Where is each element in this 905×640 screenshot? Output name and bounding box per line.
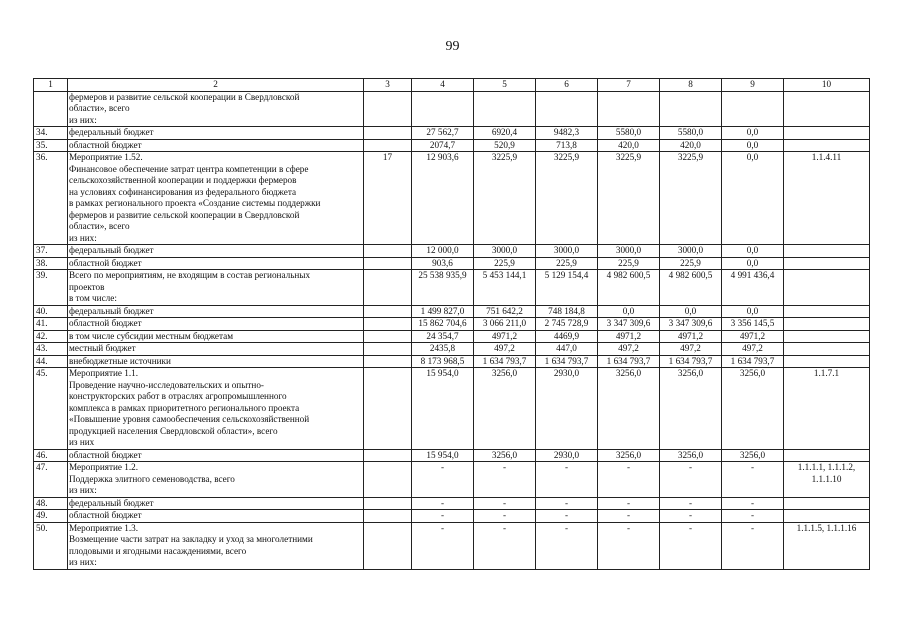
amount-cell: - xyxy=(660,462,722,498)
amount-cell: 225,9 xyxy=(598,257,660,270)
indicator-code-line: 1.1.1.10 xyxy=(811,473,842,484)
row-name xyxy=(68,139,364,152)
row-name xyxy=(68,510,364,523)
row-number: 46. xyxy=(34,449,68,462)
table-row xyxy=(34,139,870,152)
row-name-line: из них: xyxy=(69,232,97,243)
row-name-line: фермеров и развитие сельской кооперации в Свердловской xyxy=(69,91,300,102)
amount-cell: 1 634 793,7 xyxy=(722,355,784,368)
row-number: 37. xyxy=(34,245,68,258)
amount-cell: 497,2 xyxy=(660,343,722,356)
target-ref xyxy=(364,139,412,152)
amount-cell: 4971,2 xyxy=(474,330,536,343)
amount-cell: 3000,0 xyxy=(660,245,722,258)
target-ref xyxy=(364,355,412,368)
amount-cell: - xyxy=(474,522,536,569)
amount-cell: 1 499 827,0 xyxy=(412,305,474,318)
amount-cell: - xyxy=(412,497,474,510)
row-number: 36. xyxy=(34,152,68,245)
row-name-line: Финансовое обеспечение затрат центра компетенции в сфере xyxy=(69,163,309,174)
amount-cell: 2435,8 xyxy=(412,343,474,356)
target-ref xyxy=(364,462,412,498)
amount-cell: 4 991 436,4 xyxy=(722,270,784,306)
row-number: 43. xyxy=(34,343,68,356)
amount-cell: 748 184,8 xyxy=(536,305,598,318)
indicator-code xyxy=(784,270,870,306)
amount-cell: 15 954,0 xyxy=(412,368,474,450)
amount-cell: 2 745 728,9 xyxy=(536,318,598,331)
amount-cell: 0,0 xyxy=(598,305,660,318)
row-name-line: Всего по мероприятиям, не входящим в состав региональных xyxy=(69,270,311,280)
row-name-line: областной бюджет xyxy=(69,318,142,328)
table-header-row xyxy=(34,79,870,92)
amount-cell: 1 634 793,7 xyxy=(536,355,598,368)
amount-cell: - xyxy=(412,462,474,498)
target-ref xyxy=(364,305,412,318)
amount-cell: - xyxy=(536,462,598,498)
row-name xyxy=(68,368,364,450)
amount-cell: - xyxy=(536,522,598,569)
amount-cell: - xyxy=(660,497,722,510)
row-number: 40. xyxy=(34,305,68,318)
table-row xyxy=(34,522,870,569)
amount-cell xyxy=(536,91,598,127)
row-name xyxy=(68,449,364,462)
indicator-code xyxy=(784,152,870,245)
row-name xyxy=(68,152,364,245)
row-name-line: конструкторских работ в отраслях агропромышленного xyxy=(69,391,287,401)
row-number: 34. xyxy=(34,127,68,140)
amount-cell: - xyxy=(412,510,474,523)
amount-cell: - xyxy=(598,522,660,569)
row-name-line: в том числе: xyxy=(69,293,117,303)
row-name-line: федеральный бюджет xyxy=(69,305,154,316)
budget-table xyxy=(33,78,870,570)
amount-cell: 447,0 xyxy=(536,343,598,356)
row-name-line: из них xyxy=(69,437,95,447)
indicator-code xyxy=(784,127,870,140)
amount-cell: - xyxy=(474,497,536,510)
indicator-code xyxy=(784,305,870,318)
row-name-line: комплекса в рамках приоритетного регионального проекта xyxy=(69,402,300,413)
row-name-line: Мероприятие 1.52. xyxy=(69,152,143,162)
column-header: 3 xyxy=(364,79,412,92)
amount-cell: - xyxy=(598,510,660,523)
amount-cell: 225,9 xyxy=(660,257,722,270)
amount-cell: 4971,2 xyxy=(660,330,722,343)
amount-cell: 0,0 xyxy=(722,257,784,270)
target-ref xyxy=(364,497,412,510)
amount-cell: - xyxy=(722,462,784,498)
amount-cell: 497,2 xyxy=(598,343,660,356)
indicator-code-line: 1.1.7.1 xyxy=(813,368,840,378)
amount-cell xyxy=(474,91,536,127)
amount-cell: 4971,2 xyxy=(722,330,784,343)
row-name xyxy=(68,497,364,510)
row-name-line: из них: xyxy=(69,485,97,495)
row-name-line: «Повышение уровня самообеспечения сельскохозяйственной xyxy=(69,414,310,424)
row-number: 42. xyxy=(34,330,68,343)
amount-cell: 3225,9 xyxy=(474,152,536,245)
amount-cell: 3 066 211,0 xyxy=(474,318,536,331)
amount-cell: 2930,0 xyxy=(536,449,598,462)
amount-cell: - xyxy=(660,522,722,569)
amount-cell: 3 356 145,5 xyxy=(722,318,784,331)
amount-cell: - xyxy=(598,462,660,498)
column-header: 4 xyxy=(412,79,474,92)
row-name-line: федеральный бюджет xyxy=(69,497,154,508)
amount-cell: 15 862 704,6 xyxy=(412,318,474,331)
row-name xyxy=(68,270,364,306)
amount-cell: 5 129 154,4 xyxy=(536,270,598,306)
row-name-line: из них: xyxy=(69,557,97,567)
table-row xyxy=(34,462,870,498)
target-ref xyxy=(364,91,412,127)
amount-cell: 903,6 xyxy=(412,257,474,270)
amount-cell xyxy=(412,91,474,127)
row-name xyxy=(68,318,364,331)
indicator-code xyxy=(784,368,870,450)
amount-cell: 2930,0 xyxy=(536,368,598,450)
amount-cell: 0,0 xyxy=(722,245,784,258)
amount-cell: 4 982 600,5 xyxy=(660,270,722,306)
row-number: 41. xyxy=(34,318,68,331)
row-name-line: Поддержка элитного семеноводства, всего xyxy=(69,473,235,484)
table-row xyxy=(34,355,870,368)
target-ref xyxy=(364,330,412,343)
amount-cell: - xyxy=(722,497,784,510)
row-name xyxy=(68,343,364,356)
amount-cell: 3256,0 xyxy=(598,368,660,450)
column-header: 5 xyxy=(474,79,536,92)
column-header: 8 xyxy=(660,79,722,92)
amount-cell: 5580,0 xyxy=(660,127,722,140)
table-row xyxy=(34,497,870,510)
indicator-code xyxy=(784,343,870,356)
amount-cell: 15 954,0 xyxy=(412,449,474,462)
row-number: 50. xyxy=(34,522,68,569)
target-ref: 17 xyxy=(364,152,412,245)
column-header: 6 xyxy=(536,79,598,92)
amount-cell: 420,0 xyxy=(660,139,722,152)
amount-cell: 420,0 xyxy=(598,139,660,152)
amount-cell: 3000,0 xyxy=(536,245,598,258)
amount-cell: 5 453 144,1 xyxy=(474,270,536,306)
row-name xyxy=(68,245,364,258)
indicator-code-line: 1.1.1.5, 1.1.1.16 xyxy=(796,522,857,533)
row-name xyxy=(68,462,364,498)
row-name xyxy=(68,330,364,343)
row-name-line: федеральный бюджет xyxy=(69,245,154,255)
target-ref xyxy=(364,257,412,270)
row-number: 49. xyxy=(34,510,68,523)
row-name-line: Мероприятие 1.2. xyxy=(69,462,139,472)
table-row xyxy=(34,270,870,306)
target-ref xyxy=(364,270,412,306)
row-name-line: области», всего xyxy=(69,221,130,231)
row-number: 35. xyxy=(34,139,68,152)
table-row xyxy=(34,257,870,270)
table-row xyxy=(34,343,870,356)
amount-cell: - xyxy=(598,497,660,510)
row-name-line: в рамках регионального проекта «Создание системы поддержки xyxy=(69,198,321,208)
table-row xyxy=(34,318,870,331)
row-name-line: сельскохозяйственной кооперации и поддержки фермеров xyxy=(69,175,297,185)
target-ref xyxy=(364,522,412,569)
amount-cell: 12 000,0 xyxy=(412,245,474,258)
row-name-line: внебюджетные источники xyxy=(69,355,171,366)
amount-cell: 3 347 309,6 xyxy=(598,318,660,331)
amount-cell: 225,9 xyxy=(474,257,536,270)
amount-cell: 4 982 600,5 xyxy=(598,270,660,306)
target-ref xyxy=(364,245,412,258)
amount-cell: 3225,9 xyxy=(660,152,722,245)
amount-cell: 1 634 793,7 xyxy=(660,355,722,368)
amount-cell: 1 634 793,7 xyxy=(598,355,660,368)
amount-cell: 3256,0 xyxy=(474,449,536,462)
amount-cell: 5580,0 xyxy=(598,127,660,140)
table-row xyxy=(34,91,870,127)
amount-cell: - xyxy=(412,522,474,569)
indicator-code-line: 1.1.1.1, 1.1.1.2, xyxy=(797,462,856,472)
amount-cell: 0,0 xyxy=(722,127,784,140)
row-name-line: плодовыми и ягодными насаждениями, всего xyxy=(69,545,247,556)
amount-cell: - xyxy=(474,462,536,498)
row-number: 39. xyxy=(34,270,68,306)
amount-cell: 0,0 xyxy=(722,139,784,152)
row-name-line: Мероприятие 1.3. xyxy=(69,522,139,533)
row-name xyxy=(68,91,364,127)
amount-cell: 4971,2 xyxy=(598,330,660,343)
amount-cell: 3000,0 xyxy=(598,245,660,258)
row-name-line: продукцией населения Свердловской области», всего xyxy=(69,425,278,436)
row-number: 38. xyxy=(34,257,68,270)
amount-cell: 0,0 xyxy=(660,305,722,318)
row-name-line: проектов xyxy=(69,281,105,292)
amount-cell xyxy=(598,91,660,127)
amount-cell: 0,0 xyxy=(722,152,784,245)
row-name-line: областной бюджет xyxy=(69,257,142,268)
row-name-line: областной бюджет xyxy=(69,139,142,150)
amount-cell: 0,0 xyxy=(722,305,784,318)
amount-cell: 2074,7 xyxy=(412,139,474,152)
amount-cell: 3256,0 xyxy=(660,368,722,450)
amount-cell: 3225,9 xyxy=(536,152,598,245)
row-number: 45. xyxy=(34,368,68,450)
row-number: 47. xyxy=(34,462,68,498)
row-name-line: местный бюджет xyxy=(69,343,136,353)
row-name-line: федеральный бюджет xyxy=(69,127,154,137)
indicator-code-line: 1.1.4.11 xyxy=(811,152,842,162)
amount-cell: 9482,3 xyxy=(536,127,598,140)
table-row xyxy=(34,330,870,343)
amount-cell: - xyxy=(660,510,722,523)
amount-cell: 3256,0 xyxy=(660,449,722,462)
target-ref xyxy=(364,318,412,331)
row-number: 44. xyxy=(34,355,68,368)
column-header: 7 xyxy=(598,79,660,92)
row-name xyxy=(68,257,364,270)
row-name-line: областной бюджет xyxy=(69,510,142,520)
row-name-line: Проведение научно-исследовательских и опытно- xyxy=(69,379,264,390)
page-number: 99 xyxy=(445,39,460,54)
amount-cell: 3256,0 xyxy=(722,368,784,450)
amount-cell: 1 634 793,7 xyxy=(474,355,536,368)
amount-cell: 3256,0 xyxy=(474,368,536,450)
row-number: 48. xyxy=(34,497,68,510)
indicator-code xyxy=(784,257,870,270)
amount-cell: - xyxy=(536,497,598,510)
table-row xyxy=(34,127,870,140)
indicator-code xyxy=(784,522,870,569)
target-ref xyxy=(364,127,412,140)
amount-cell: 4469,9 xyxy=(536,330,598,343)
amount-cell: 6920,4 xyxy=(474,127,536,140)
amount-cell: 497,2 xyxy=(474,343,536,356)
row-name xyxy=(68,522,364,569)
amount-cell: - xyxy=(722,522,784,569)
amount-cell: 713,8 xyxy=(536,139,598,152)
amount-cell: 3 347 309,6 xyxy=(660,318,722,331)
row-name xyxy=(68,305,364,318)
amount-cell: 225,9 xyxy=(536,257,598,270)
amount-cell: 27 562,7 xyxy=(412,127,474,140)
row-name-line: из них: xyxy=(69,114,97,125)
amount-cell: 3256,0 xyxy=(722,449,784,462)
amount-cell: - xyxy=(722,510,784,523)
amount-cell: 3225,9 xyxy=(598,152,660,245)
indicator-code xyxy=(784,91,870,127)
indicator-code xyxy=(784,510,870,523)
row-name-line: на условиях софинансирования из федерального бюджета xyxy=(69,186,297,197)
indicator-code xyxy=(784,139,870,152)
amount-cell: 24 354,7 xyxy=(412,330,474,343)
amount-cell xyxy=(722,91,784,127)
indicator-code xyxy=(784,330,870,343)
amount-cell: - xyxy=(474,510,536,523)
table-row xyxy=(34,152,870,245)
row-name-line: фермеров и развитие сельской кооперации в Свердловской xyxy=(69,209,300,220)
table-row xyxy=(34,449,870,462)
column-header: 10 xyxy=(784,79,870,92)
table-row xyxy=(34,368,870,450)
amount-cell: 25 538 935,9 xyxy=(412,270,474,306)
row-name-line: областной бюджет xyxy=(69,449,142,460)
indicator-code xyxy=(784,497,870,510)
indicator-code xyxy=(784,449,870,462)
amount-cell: 8 173 968,5 xyxy=(412,355,474,368)
row-name-line: в том числе субсидии местным бюджетам xyxy=(69,330,234,341)
amount-cell: 3256,0 xyxy=(598,449,660,462)
row-name-line: Возмещение части затрат на закладку и уход за многолетними xyxy=(69,534,313,544)
row-number xyxy=(34,91,68,127)
amount-cell xyxy=(660,91,722,127)
target-ref xyxy=(364,510,412,523)
table-row xyxy=(34,510,870,523)
amount-cell: 3000,0 xyxy=(474,245,536,258)
table-row xyxy=(34,305,870,318)
row-name xyxy=(68,127,364,140)
target-ref xyxy=(364,368,412,450)
column-header: 1 xyxy=(34,79,68,92)
table-row xyxy=(34,245,870,258)
target-ref xyxy=(364,343,412,356)
indicator-code xyxy=(784,355,870,368)
target-ref xyxy=(364,449,412,462)
amount-cell: 497,2 xyxy=(722,343,784,356)
indicator-code xyxy=(784,462,870,498)
row-name-line: области», всего xyxy=(69,103,130,113)
indicator-code xyxy=(784,318,870,331)
row-name-line: Мероприятие 1.1. xyxy=(69,368,139,378)
row-name xyxy=(68,355,364,368)
column-header: 2 xyxy=(68,79,364,92)
indicator-code xyxy=(784,245,870,258)
amount-cell: 751 642,2 xyxy=(474,305,536,318)
amount-cell: 520,9 xyxy=(474,139,536,152)
amount-cell: - xyxy=(536,510,598,523)
column-header: 9 xyxy=(722,79,784,92)
amount-cell: 12 903,6 xyxy=(412,152,474,245)
